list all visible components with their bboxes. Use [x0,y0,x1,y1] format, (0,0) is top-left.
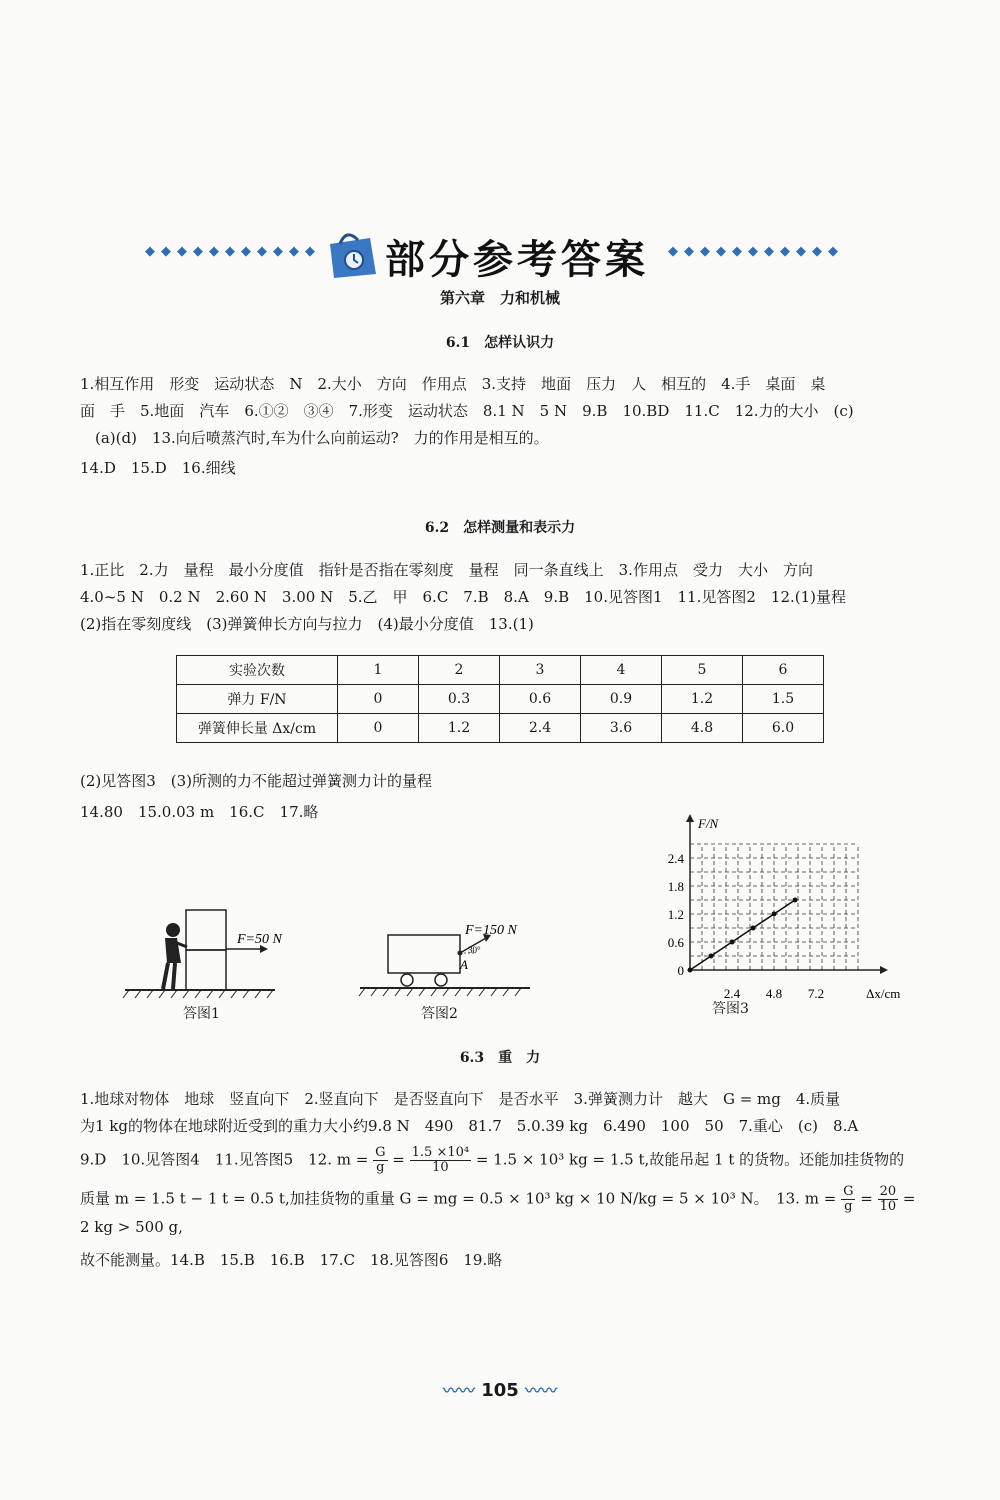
table-cell: 0.6 [500,685,581,714]
figure-1-caption: 答图1 [183,1006,220,1022]
figure-2-point-label: A [460,957,468,972]
y-tick-label: 0.6 [667,935,684,950]
answer-line: 1.相互作用 形变 运动状态 N 2.大小 方向 作用点 3.支持 地面 压力 人 相互的 4.手 桌面 桌 [80,375,826,393]
figure-2 [355,920,535,1000]
table-cell: 1.2 [419,714,500,743]
page-title: 部分参考答案 [385,236,649,283]
table-cell: 4.8 [662,714,743,743]
section-6-3-title: 6.3 重 力 [459,1050,541,1066]
answer-line: 面 手 5.地面 汽车 6.①② ③④ 7.形变 运动状态 8.1 N 5 N 9.B 10.BD 11.C 12.力的大小 (c) [80,402,854,420]
figure-2-caption: 答图2 [421,1006,458,1022]
table-cell: 0.9 [581,685,662,714]
header-bag-icon [322,230,380,280]
wave-left-icon: 〰〰 [442,1381,475,1400]
answer-text: = [860,1189,873,1208]
fraction-denominator: 10 [879,1199,897,1214]
figure-1 [115,905,285,1000]
y-axis-label: F/N [698,816,719,831]
figure-3-caption: 答图3 [712,1001,749,1017]
fraction-numerator: G [843,1184,854,1199]
answer-text: = [392,1150,405,1169]
answer-text: 9.D 10.见答图4 11.见答图5 12. m = [80,1150,369,1169]
section-6-1-title: 6.1 怎样认识力 [445,335,555,351]
table-header-cell: 实验次数 [177,656,338,685]
table-cell: 0 [338,685,419,714]
data-point [772,912,777,917]
table-row [177,685,824,714]
fraction [878,1185,899,1214]
x-tick-label: 2.4 [723,986,741,1001]
answer-text: = 2 kg > 500 g, [80,1189,916,1236]
y-tick-label: 1.2 [667,907,684,922]
series-line [690,900,795,970]
table-cell: 1.2 [662,685,743,714]
answer-line: 4.0~5 N 0.2 N 2.60 N 3.00 N 5.乙 甲 6.C 7.B 8.A 9.B 10.见答图1 11.见答图2 12.(1)量程 [80,588,847,606]
data-point [793,898,798,903]
section-6-1-body [80,371,928,482]
chapter-title: 第六章 力和机械 [439,289,560,307]
answer-line: 为1 kg的物体在地球附近受到的重力大小约9.8 N 490 81.7 5.0.39 kg 6.490 100 50 7.重心 (c) 8.A [80,1117,859,1135]
fraction [841,1185,855,1214]
data-point [730,940,735,945]
table-header-row [177,656,824,685]
table-header-cell: 3 [500,656,581,685]
table-cell: 6.0 [743,714,824,743]
page-number-wrap [0,1378,1000,1401]
x-tick-label: 7.2 [807,986,825,1001]
table-cell: 弹簧伸长量 Δx/cm [177,714,338,743]
fraction [410,1146,471,1175]
x-tick-label: 4.8 [765,986,783,1001]
person-icon [163,923,187,989]
figure-2-angle-label: 30° [468,945,481,955]
data-point [751,926,756,931]
fraction-numerator: 20 [879,1184,897,1199]
answer-line: 14.80 15.0.03 m 16.C 17.略 [80,803,319,821]
table-cell: 0 [338,714,419,743]
header-dots-left: ◆◆◆◆◆◆◆◆◆◆◆ [145,244,321,259]
x-axis-arrow [880,966,888,974]
y-tick-label: 0 [677,963,684,978]
y-tick-label: 1.8 [667,879,684,894]
answer-line: (2)指在零刻度线 (3)弹簧伸长方向与拉力 (4)最小分度值 13.(1) [80,615,534,633]
wave-right-icon: 〰〰 [525,1381,558,1400]
table-cell: 2.4 [500,714,581,743]
y-tick-label: 2.4 [667,851,684,866]
table-header-cell: 6 [743,656,824,685]
table-header-cell: 1 [338,656,419,685]
page-number: 105 [481,1380,519,1401]
table-header-cell: 2 [419,656,500,685]
header-dots-right: ◆◆◆◆◆◆◆◆◆◆◆ [668,244,844,259]
answer-line: 1.正比 2.力 量程 最小分度值 指针是否指在零刻度 量程 同一条直线上 3.作用点 受力 大小 方向 [80,561,813,579]
data-table [176,655,824,743]
answer-text: 质量 m = 1.5 t − 1 t = 0.5 t,加挂货物的重量 G = mg = 0.5 × 10³ kg × 10 N/kg = 5 × 10³ N。 13. m = [80,1189,837,1208]
answer-line [80,1185,928,1241]
section-6-3-body [80,1086,928,1274]
x-axis-label: Δx/cm [866,986,901,1001]
section-6-2-body-continued [80,768,928,826]
table-cell: 3.6 [581,714,662,743]
table-cell: 0.3 [419,685,500,714]
answer-line: (2)见答图3 (3)所测的力不能超过弹簧测力计的量程 [80,772,433,790]
answer-line: 1.地球对物体 地球 竖直向下 2.竖直向下 是否竖直向下 是否水平 3.弹簧测力计 越大 G = mg 4.质量 [80,1090,841,1108]
table-header-cell: 5 [662,656,743,685]
answer-line [80,1146,928,1175]
table-row [177,714,824,743]
answer-line: 故不能测量。14.B 15.B 16.B 17.C 18.见答图6 19.略 [80,1251,503,1269]
answer-line: (a)(d) 13.向后喷蒸汽时,车为什么向前运动? 力的作用是相互的。 [80,429,549,447]
fraction-numerator: 1.5 ×10⁴ [411,1145,470,1160]
data-point [709,954,714,959]
data-point [688,968,693,973]
fraction [373,1146,387,1175]
section-6-2-body [80,557,928,638]
table-header-cell: 4 [581,656,662,685]
table-cell: 弹力 F/N [177,685,338,714]
header [0,228,1000,288]
section-6-2-title: 6.2 怎样测量和表示力 [424,520,576,536]
fraction-denominator: g [376,1160,385,1175]
figure-3-chart [640,816,901,1001]
fraction-denominator: 10 [432,1160,449,1175]
figure-2-force-label: F=150 N [465,923,517,938]
fraction-denominator: g [844,1199,853,1214]
figure-1-force-label: F=50 N [237,932,282,947]
answer-text: = 1.5 × 10³ kg = 1.5 t,故能吊起 1 t 的货物。还能加挂货物的 [475,1150,905,1169]
table-cell: 1.5 [743,685,824,714]
fraction-numerator: G [375,1145,386,1160]
answer-line: 14.D 15.D 16.细线 [80,459,236,477]
